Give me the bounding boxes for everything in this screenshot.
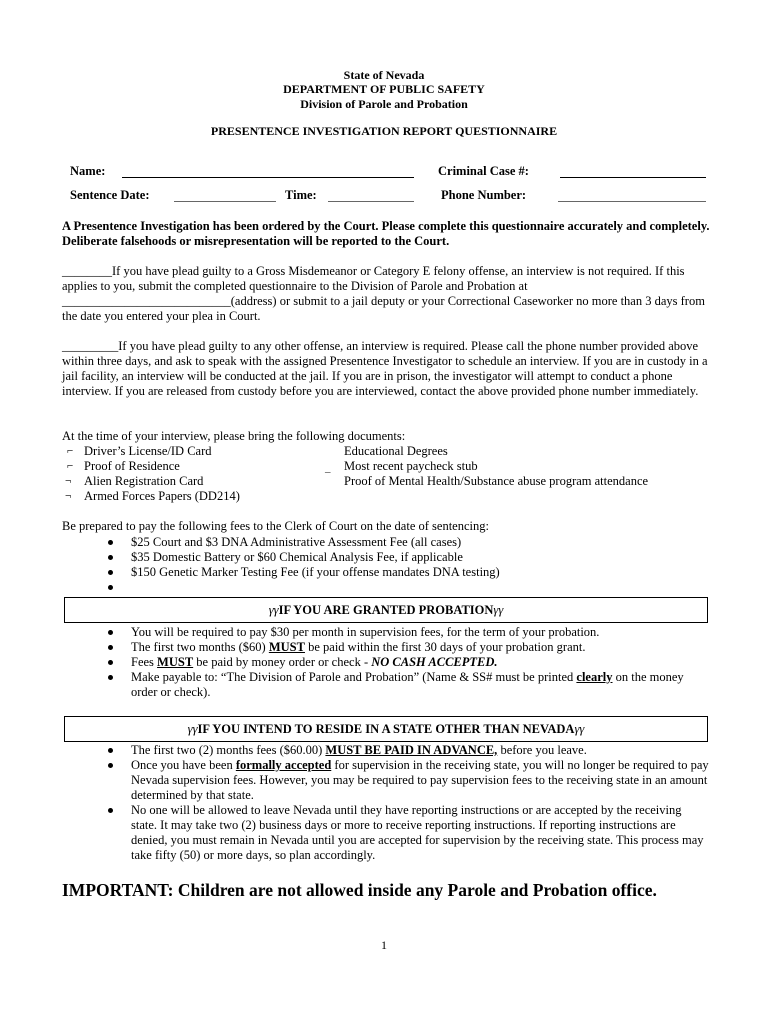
other-state-heading-box: [64, 716, 708, 742]
other-state-list: [105, 743, 710, 863]
fee-text: $150 Genetic Marker Testing Fee (if your offense mandates DNA testing): [131, 565, 500, 579]
document-mark-icon: ¬: [65, 475, 72, 487]
list-item: [105, 640, 710, 655]
bullet-icon: [108, 763, 113, 768]
probation-heading: IF YOU ARE GRANTED PROBATION: [278, 603, 494, 617]
option-misdemeanor-paragraph: [62, 264, 710, 324]
probation-list: [105, 625, 710, 700]
list-item: [105, 758, 710, 803]
criminal-case-label: Criminal Case #:: [438, 164, 529, 178]
document-item: Armed Forces Papers (DD214): [84, 489, 240, 503]
probation-heading-box: [64, 597, 708, 623]
document-item: Educational Degrees: [344, 444, 448, 458]
formally-accepted-emphasis: formally accepted: [235, 758, 332, 772]
document-item: Driver’s License/ID Card: [84, 444, 212, 458]
phone-number-label: Phone Number:: [441, 188, 527, 202]
probation-item-text: be paid within the first 30 days of your probation grant.: [304, 640, 586, 654]
state-heading: State of Nevada: [343, 68, 425, 82]
sentence-date-field[interactable]: [174, 201, 276, 202]
must-pay-emphasis: MUST BE PAID IN ADVANCE,: [325, 743, 498, 757]
other-state-heading: IF YOU INTEND TO RESIDE IN A STATE OTHER THAN NEVADA: [197, 722, 575, 736]
other-state-item-text: No one will be allowed to leave Nevada until they have reporting instructions or are accepted by the receiving state. It may take two (2) business days or more to receive reporting instructions. If reporting instructions are denied, you must remain in Nevada until you are accepted for supervision by the receiving state. This process may take fifty (50) or more days, so plan accordingly.: [131, 803, 704, 862]
no-cash-emphasis: NO CASH ACCEPTED.: [371, 655, 498, 669]
list-item: [105, 625, 710, 640]
probation-deco-right: γγ: [493, 603, 504, 617]
document-mark-icon: ⌐: [67, 460, 74, 472]
document-item: Most recent paycheck stub: [344, 459, 478, 473]
probation-item-text: be paid by money order or check -: [193, 655, 372, 669]
list-item: [105, 743, 710, 758]
probation-item-text: Make payable to: “The Division of Parole and Probation” (Name & SS# must be printed: [131, 670, 577, 684]
documents-intro: At the time of your interview, please bring the following documents:: [62, 429, 406, 443]
document-item: Alien Registration Card: [84, 474, 204, 488]
bullet-icon: [108, 555, 113, 560]
page-number: 1: [381, 938, 387, 952]
list-item: [105, 580, 710, 595]
criminal-case-field[interactable]: [560, 177, 706, 178]
must-emphasis: MUST: [157, 655, 194, 669]
list-item: [105, 550, 710, 565]
bullet-icon: [108, 585, 113, 590]
list-item: [105, 655, 710, 670]
list-item: [105, 670, 710, 700]
time-label: Time:: [285, 188, 317, 202]
division-heading: Division of Parole and Probation: [300, 97, 468, 111]
intro-paragraph: A Presentence Investigation has been ordered by the Court. Please complete this questionnaire accurately and completely. Deliberate falsehoods or misrepresentation will be reported to the Court.: [62, 219, 710, 248]
document-mark-icon: ⌐: [67, 445, 74, 457]
bullet-icon: [108, 748, 113, 753]
bullet-icon: [108, 675, 113, 680]
option-misdemeanor-text-a: If you have plead guilty to a Gross Misdemeanor or Category E felony offense, an interview is not required. If this applies to you, submit the completed questionnaire to the Division of Parole and Probation at: [62, 264, 685, 293]
fee-text: $25 Court and $3 DNA Administrative Assessment Fee (all cases): [131, 535, 462, 549]
name-label: Name:: [70, 164, 106, 178]
bullet-icon: [108, 808, 113, 813]
other-state-item-text: Once you have been: [131, 758, 236, 772]
bullet-icon: [108, 645, 113, 650]
probation-item-text: on the money order or check).: [131, 670, 684, 699]
other-state-deco-right: γγ: [574, 722, 585, 736]
probation-item-text: The first two months ($60): [131, 640, 269, 654]
other-state-item-text: The first two (2) months fees ($60.00): [131, 743, 326, 757]
sentence-date-label: Sentence Date:: [70, 188, 150, 202]
fees-intro: Be prepared to pay the following fees to the Clerk of Court on the date of sentencing:: [62, 519, 489, 533]
important-notice: IMPORTANT: Children are not allowed inside any Parole and Probation office.: [62, 880, 657, 900]
address-field[interactable]: ___________________________: [62, 294, 231, 308]
time-field[interactable]: [328, 201, 414, 202]
department-heading: DEPARTMENT OF PUBLIC SAFETY: [283, 82, 485, 96]
option-other-offense-paragraph: [62, 339, 710, 399]
bullet-icon: [108, 660, 113, 665]
probation-item-text: You will be required to pay $30 per month in supervision fees, for the term of your probation.: [131, 625, 600, 639]
list-item: [105, 535, 710, 550]
bullet-icon: [108, 630, 113, 635]
list-item: [105, 565, 710, 580]
document-mark-icon: ¯: [325, 471, 331, 483]
document-mark-icon: ¬: [65, 490, 72, 502]
clearly-emphasis: clearly: [576, 670, 613, 684]
option-other-offense-text: If you have plead guilty to any other offense, an interview is required. Please call the phone number provided above within three days, and ask to speak with the assigned Presentence Investigator to schedule an interview. If you are in custody in a jail facility, an interview will be conducted at the jail. If you are in prison, the investigator will attempt to conduct a phone interview. If you are released from custody before you are interviewed, contact the above provided phone number immediately.: [62, 339, 708, 398]
other-state-item-text: before you leave.: [497, 743, 587, 757]
probation-deco-left: γγ: [268, 603, 279, 617]
list-item: [105, 803, 710, 863]
name-field[interactable]: [122, 177, 414, 178]
fee-text: $35 Domestic Battery or $60 Chemical Analysis Fee, if applicable: [131, 550, 463, 564]
bullet-icon: [108, 540, 113, 545]
option-other-offense-checkbox[interactable]: _________: [62, 339, 119, 353]
option-misdemeanor-checkbox[interactable]: ________: [62, 264, 112, 278]
bullet-icon: [108, 570, 113, 575]
phone-number-field[interactable]: [558, 201, 706, 202]
page-title: PRESENTENCE INVESTIGATION REPORT QUESTIONNAIRE: [210, 124, 558, 138]
other-state-item-text: for supervision in the receiving state, you will no longer be required to pay Nevada supervision fees. However, you may be required to pay supervision fees to the receiving state in an amount determined by that state.: [131, 758, 709, 802]
option-misdemeanor-text-b: (address) or submit to a jail deputy or your Correctional Caseworker no more than 3 days from the date you entered your plea in Court.: [62, 294, 705, 323]
document-item: Proof of Residence: [84, 459, 180, 473]
probation-item-text: Fees: [131, 655, 158, 669]
document-item: Proof of Mental Health/Substance abuse program attendance: [344, 474, 649, 488]
must-emphasis: MUST: [268, 640, 305, 654]
other-state-deco-left: γγ: [187, 722, 198, 736]
fees-list: [105, 535, 710, 595]
